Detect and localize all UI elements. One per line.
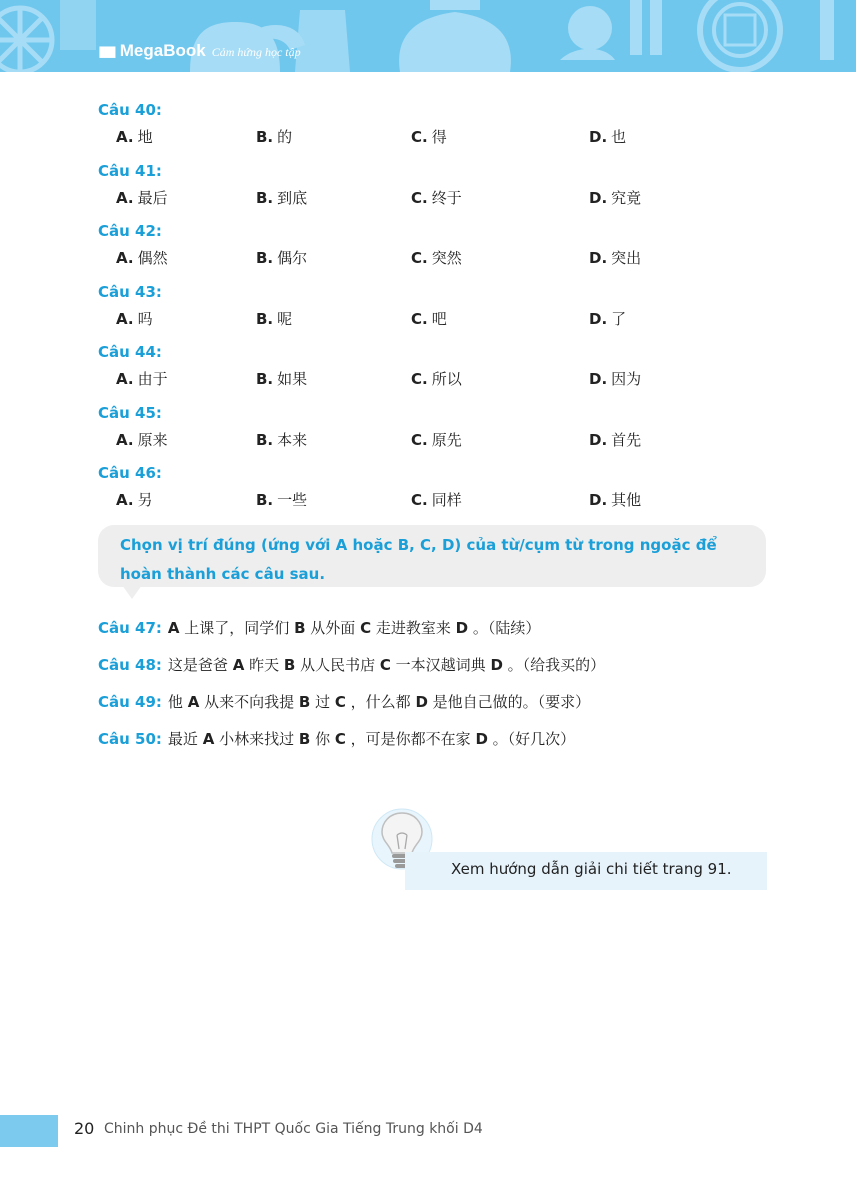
option-text: 另 [137,491,153,509]
option-text: 突然 [431,249,462,267]
option-row [98,242,778,272]
option-text: 本来 [277,430,308,449]
answer-option [116,309,153,329]
option-letter: A. [116,370,134,388]
sentence-fragment: ，可是你都不在家 [350,730,476,748]
option-row [98,182,778,212]
option-letter: A. [116,249,134,267]
blank-position-marker: D [415,693,428,711]
header-decoration [0,0,856,72]
blank-position-marker: A [202,730,215,748]
answer-option [589,248,641,268]
answer-option [116,188,168,208]
instruction-callout [98,525,766,587]
option-text: 因为 [611,370,642,388]
option-letter: B. [256,128,274,146]
option-letter: C. [411,128,428,146]
option-text: 突出 [611,249,642,267]
option-text: 最后 [137,188,168,207]
option-text: 得 [431,128,447,146]
option-text: 如果 [277,370,308,388]
blank-position-marker: D [475,730,488,748]
blank-position-marker: D [455,619,469,637]
option-letter: B. [256,430,274,449]
option-letter: C. [411,430,428,449]
option-letter: B. [256,309,274,328]
answer-option [411,309,447,329]
answer-option [116,490,153,510]
answer-option [589,430,641,450]
answer-option [116,127,153,147]
question-label: Câu 41: [98,161,162,180]
blank-position-marker: B [298,730,311,748]
option-text: 呢 [277,309,293,328]
option-text: 原来 [137,430,168,449]
sentence-text [168,619,541,637]
tip-note [365,805,775,895]
option-letter: D. [589,430,608,449]
option-text: 由于 [137,370,168,388]
sentence-label: Câu 48: [98,656,162,674]
option-letter: D. [589,370,608,388]
answer-option [411,369,462,389]
sentence-fragment: 。（给我买的） [507,656,606,674]
blank-position-marker: B [283,656,296,674]
answer-option [116,248,168,268]
question-label: Câu 42: [98,222,162,240]
option-text: 了 [611,309,627,328]
answer-option [256,369,307,389]
option-letter: B. [256,188,274,207]
answer-option [411,127,447,147]
option-text: 其他 [611,491,642,509]
option-letter: C. [411,188,428,207]
option-row [98,484,778,514]
option-text: 原先 [431,430,462,449]
answer-option [411,248,462,268]
answer-option [256,127,292,147]
question-label: Câu 40: [98,101,162,119]
instruction-text: Chọn vị trí đúng (ứng với A hoặc B, C, D) của từ/cụm từ trong ngoặc để hoàn thành các câu sau. [120,536,717,583]
question-item [98,281,778,333]
question-label: Câu 44: [98,343,162,361]
option-row [98,363,778,393]
sentence-fragment: 过 [315,693,335,711]
answer-option [589,127,626,147]
sentence-label: Câu 49: [98,693,162,711]
brand-name: MegaBook [119,41,206,60]
sentence-fragment: 从人民书店 [300,656,380,674]
answer-option [589,490,641,510]
option-text: 终于 [431,188,462,207]
tip-box [405,852,767,890]
blank-position-marker: B [298,693,311,711]
sentence-fragment: 。（好几次） [492,730,576,748]
option-letter: C. [411,249,428,267]
option-letter: A. [116,128,134,146]
sentence-item [98,691,590,713]
answer-option [589,188,641,208]
option-letter: B. [256,370,274,388]
question-label: Câu 45: [98,403,162,422]
question-item [98,462,778,514]
option-text: 到底 [277,188,308,207]
footer-bar [0,1115,58,1147]
question-item [98,160,778,212]
option-text: 吗 [137,309,153,328]
option-text: 地 [137,128,153,146]
answer-option [256,490,307,510]
sentence-lead: 这是爸爸 [167,656,233,674]
sentence-fragment: ，什么都 [350,693,416,711]
question-item [98,341,778,393]
answer-option [411,430,462,450]
answer-option [411,188,462,208]
answer-option [256,430,307,450]
book-title: Chinh phục Đề thi THPT Quốc Gia Tiếng Trung khối D4 [104,1121,483,1137]
option-text: 偶尔 [277,249,308,267]
sentence-lead: 他 [167,693,188,711]
blank-position-marker: C [360,619,372,637]
option-text: 吧 [431,309,447,328]
option-letter: D. [589,128,608,146]
option-letter: C. [411,370,428,388]
answer-option [116,369,168,389]
option-text: 也 [611,128,627,146]
question-label: Câu 46: [98,464,162,482]
option-row [98,303,778,333]
sentence-fragment: 是他自己做的。（要求） [432,693,591,711]
option-text: 首先 [611,430,642,449]
question-label: Câu 43: [98,282,162,301]
page-header [0,0,856,72]
answer-option [256,188,307,208]
sentence-fragment: 一本汉越词典 [395,656,491,674]
answer-option [256,309,292,329]
brand [98,41,301,61]
sentence-fragment: 小林来找过 [219,730,299,748]
option-letter: A. [116,430,134,449]
option-text: 一些 [277,491,308,509]
brand-logo-icon: ▮▮▮ [98,42,114,60]
sentence-item [98,654,605,676]
option-letter: C. [411,309,428,328]
sentence-lead: 最近 [167,730,203,748]
option-letter: D. [589,249,608,267]
option-letter: B. [256,249,274,267]
option-text: 所以 [431,370,462,388]
blank-position-marker: C [379,656,391,674]
answer-option [589,309,626,329]
sentence-text [168,656,605,674]
sentence-item [98,617,540,639]
sentence-fragment: 上课了，同学们 [184,619,295,637]
instruction-callout-tail [122,585,142,599]
answer-option [256,248,307,268]
option-text: 同样 [431,491,462,509]
sentence-text [168,693,590,711]
option-row [98,424,778,454]
option-text: 偶然 [137,249,168,267]
option-letter: B. [256,491,274,509]
blank-position-marker: C [334,730,346,748]
blank-position-marker: D [490,656,503,674]
sentence-text [168,730,575,748]
tip-text: Xem hướng dẫn giải chi tiết trang 91. [451,860,732,878]
blank-position-marker: C [334,693,346,711]
sentence-fragment: 昨天 [249,656,284,674]
sentence-fragment: 从外面 [310,619,361,637]
blank-position-marker: B [294,619,306,637]
blank-position-marker: A [232,656,245,674]
answer-option [411,490,462,510]
option-text: 究竟 [611,188,642,207]
option-letter: A. [116,309,134,328]
brand-tagline: Cảm hứng học tập [211,45,301,59]
blank-position-marker: A [167,619,180,637]
option-letter: A. [116,188,134,207]
option-row [98,121,778,151]
option-text: 的 [277,128,293,146]
sentence-fragment: 从来不向我提 [204,693,299,711]
question-item [98,99,778,151]
question-item [98,220,778,272]
page-number: 20 [74,1119,95,1138]
question-item [98,402,778,454]
answer-option [589,369,641,389]
option-letter: A. [116,491,134,509]
option-letter: C. [411,491,428,509]
answer-option [116,430,168,450]
option-letter: D. [589,188,608,207]
blank-position-marker: A [187,693,200,711]
sentence-item [98,728,575,750]
sentence-fragment: 你 [315,730,335,748]
sentence-label: Câu 47: [98,619,162,637]
sentence-fragment: 走进教室来 [375,619,456,637]
option-letter: D. [589,491,608,509]
option-letter: D. [589,309,608,328]
sentence-fragment: 。（陆续） [472,619,541,637]
sentence-label: Câu 50: [98,730,162,748]
